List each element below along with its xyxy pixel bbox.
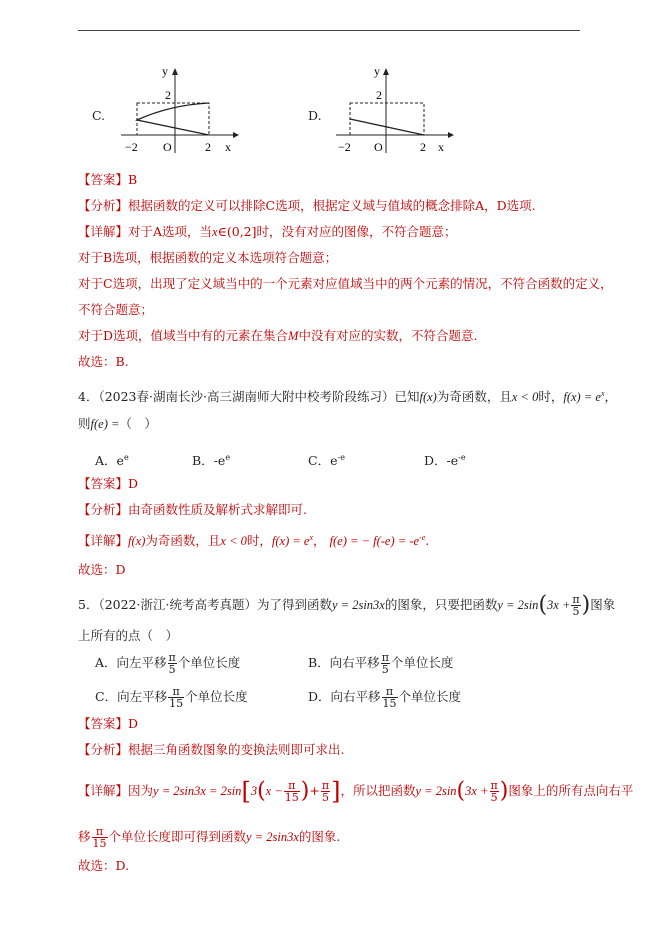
q5-detail-2: 移 $\frac{\pi}{15}$ 个单位长度即可得到函数y = 2sin3x的图象. — [78, 825, 341, 850]
y-label: y — [162, 65, 168, 78]
q3-detail-5: 对于D选项，值域当中有的元素在集合M中没有对应的实数，不符合题意. — [78, 328, 478, 343]
y-tick-2: 2 — [165, 88, 171, 102]
q5-answer: 【答案】D — [78, 716, 139, 731]
graph-c — [115, 65, 240, 160]
q4-stem-2: 则f(e) =（ ） — [78, 416, 157, 431]
x-axis-arrow — [448, 132, 454, 138]
option-d-label: D. — [308, 108, 322, 123]
x-tick-neg2: −2 — [338, 140, 351, 154]
q3-choice: 故选：B. — [78, 354, 129, 369]
q4-analysis: 【分析】由奇函数性质及解析式求解即可. — [78, 502, 307, 517]
q3-detail-4: 不符合题意； — [78, 302, 154, 317]
q4-stem: 4．（2023春·湖南长沙·高三湖南师大附中校考阶段练习）已知f(x)为奇函数，且x < 0时，$f(x) = e^x$， — [78, 389, 618, 405]
q4-detail: 【详解】f(x)为奇函数，且x < 0时，$f(x) = e^x$， f(e) = − $f(-e) = -e^{-e}$. — [78, 533, 430, 549]
q5-option-c: C．向左平移 $\frac{\pi}{15}$ 个单位长度 — [95, 685, 248, 710]
line-segment — [350, 119, 424, 135]
origin-label: O — [163, 140, 172, 154]
origin-label: O — [374, 140, 383, 154]
q5-option-d: D．向右平移 $\frac{\pi}{15}$ 个单位长度 — [308, 685, 462, 710]
x-label: x — [438, 140, 444, 154]
q3-answer: 【答案】B — [78, 172, 138, 187]
curve — [137, 103, 209, 135]
q5-choice: 故选：D. — [78, 858, 130, 873]
x-tick-neg2: −2 — [125, 140, 138, 154]
q4-answer: 【答案】D — [78, 476, 139, 491]
y-tick-2: 2 — [376, 88, 382, 102]
header-rule — [78, 30, 580, 31]
graph-d — [330, 65, 455, 160]
q3-detail-3: 对于C选项，出现了定义域当中的一个元素对应值域当中的两个元素的情况，不符合函数的定义， — [78, 276, 613, 291]
x-tick-2: 2 — [420, 140, 426, 154]
q4-choice: 故选：D — [78, 562, 126, 577]
q4-option-a: A．$e^e$ — [95, 453, 129, 469]
y-axis-arrow — [172, 68, 178, 75]
x-axis-arrow — [233, 132, 239, 138]
q5-option-b: B．向右平移 $\frac{\pi}{5}$ 个单位长度 — [308, 651, 454, 676]
option-c-label: C. — [92, 108, 106, 123]
q3-analysis: 【分析】根据函数的定义可以排除C选项，根据定义域与值域的概念排除A，D选项. — [78, 198, 536, 213]
q4-option-b: B．$-e^e$ — [192, 453, 231, 469]
q5-stem-2: 上所有的点（ ） — [78, 628, 179, 643]
dashed-box — [350, 103, 424, 135]
q3-detail-2: 对于B选项，根据函数的定义本选项符合题意； — [78, 250, 338, 265]
q5-detail: 【详解】因为y = 2sin3x = 2sin[3(x − $\frac{\pi}{15}$ )+ $\frac{\pi}{5}$ ]，所以把函数y = 2sin(3x + $\frac{\pi}{5}$ )图象上的所有点向右平 — [78, 777, 634, 806]
x-label: x — [225, 140, 231, 154]
x-tick-2: 2 — [205, 140, 211, 154]
q5-option-a: A．向左平移 $\frac{\pi}{5}$ 个单位长度 — [95, 651, 241, 676]
y-label: y — [374, 65, 380, 78]
y-axis-arrow — [383, 68, 389, 75]
q5-stem: 5．（2022·浙江·统考高考真题）为了得到函数y = 2sin3x的图象，只要把函数y = 2sin(3x + $\frac{\pi}{5}$ )图象 — [78, 592, 616, 618]
q5-analysis: 【分析】根据三角函数图象的变换法则即可求出. — [78, 742, 345, 757]
q4-option-c: C．$e^{-e}$ — [308, 453, 345, 469]
q3-detail-1: 【详解】对于A选项，当x∈(0,2]时，没有对应的图像，不符合题意； — [78, 224, 457, 239]
q4-option-d: D．$-e^{-e}$ — [424, 453, 466, 469]
